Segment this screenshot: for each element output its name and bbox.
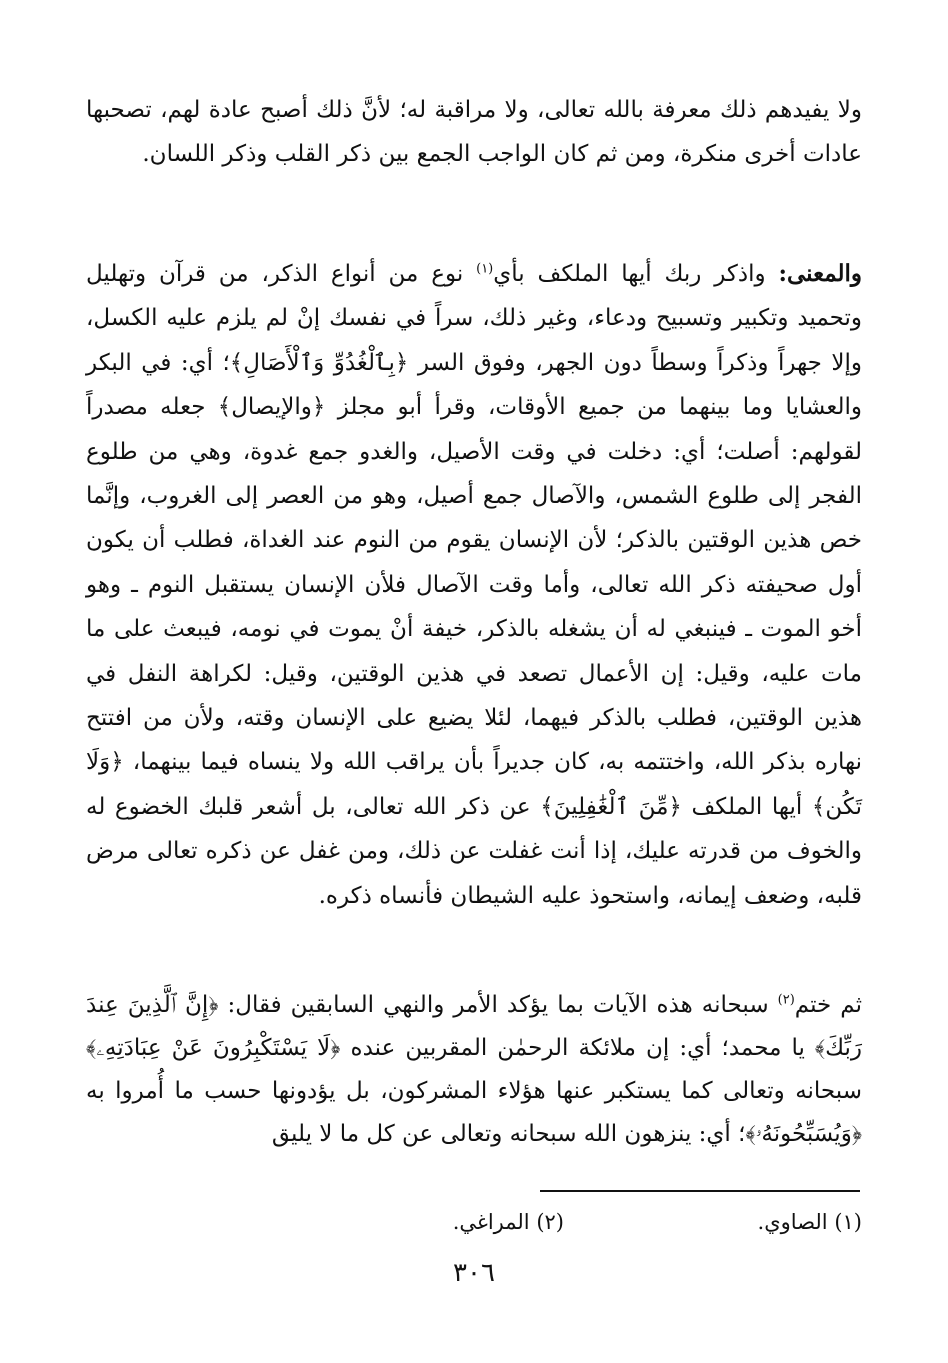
paragraph-text: سبحانه هذه الآيات بما يؤكد الأمر والنهي السابقين فقال: ﴿إِنَّ ٱلَّذِينَ عِندَ رَبِّكَ﴾ يا محمد؛ أي: إن ملائكة الرحمٰن المقربين عنده ﴿لَا يَسْتَكْبِرُونَ عَنْ عِبَادَتِهِۦ﴾ سبحانه وتعالى كما يستكبر عنها هؤلاء المشركون، بل يؤدونها حسب ما أُمروا به ﴿وَيُسَبِّحُونَهُۥ﴾؛ أي: ينزهون الله سبحانه وتعالى عن كل ما لا يليق: [86, 992, 862, 1147]
paragraph-text: نوع من أنواع الذكر، من قرآن وتهليل وتحميد وتكبير وتسبيح ودعاء، وغير ذلك، سراً في نفسك إنْ لم يلزم عليه الكسل، وإلا جهراً وذكراً وسطاً دون الجهر، وفوق السر ﴿بِٱلْغُدُوِّ وَٱلْأَصَالِ﴾؛ أي: في البكر والعشايا وما بينهما من جميع الأوقات، وقرأ أبو مجلز ﴿والإيصال﴾ جعله مصدراً لقولهم: أصلت؛ أي: دخلت في وقت الأصيل، والغدو جمع غدوة، وهي من طلوع الفجر إلى طلوع الشمس، والآصال جمع أصيل، وهو من العصر إلى الغروب، وإنَّما خص هذين الوقتين بالذكر؛ لأن الإنسان يقوم من النوم عند الغداة، فطلب أن يكون أول صحيفته ذكر الله تعالى، وأما وقت الآصال فلأن الإنسان يستقبل النوم ـ وهو أخو الموت ـ فينبغي له أن يشغله بالذكر، خيفة أنْ يموت في نومه، فيبعث على ما مات عليه، وقيل: إن الأعمال تصعد في هذين الوقتين، وقيل: لكراهة النفل في هذين الوقتين، فطلب بالذكر فيهما، لئلا يضيع على الإنسان وقته، ولأن من افتتح نهاره بذكر الله، واختتمه به، كان جديراً بأن يراقب الله ولا ينساه فيما بينهما، ﴿وَلَا تَكُن﴾ أيها الملكف ﴿مِّنَ ٱلْغَٰفِلِينَ﴾ عن ذكر الله تعالى، بل أشعر قلبك الخضوع له والخوف من قدرته عليك، إذا أنت غفلت عن ذلك، ومن غفل عن ذكره تعالى مرض قلبه، وضعف إيمانه، واستحوذ عليه الشيطان فأنساه ذكره.: [86, 261, 862, 909]
page-number: ٣٠٦: [453, 1258, 495, 1288]
paragraph: [86, 984, 862, 1156]
paragraph: [86, 252, 862, 918]
footnote-reference: (١): [476, 261, 494, 277]
footnote: (٢) المراغي.: [452, 1210, 564, 1234]
paragraph-text: واذكر ربك أيها الملكف بأي: [493, 261, 779, 287]
paragraph-lead-word: والمعنى:: [778, 260, 862, 287]
paragraph: ولا يفيدهم ذلك معرفة بالله تعالى، ولا مراقبة له؛ لأنَّ ذلك أصبح عادة لهم، تصحبها عادات أخرى منكرة، ومن ثم كان الواجب الجمع بين ذكر القلب وذكر اللسان.: [86, 97, 862, 167]
footnote-separator: [540, 1190, 860, 1192]
footnotes: [86, 1210, 862, 1240]
paragraph-text: ثم ختم: [794, 992, 862, 1018]
footnote: (١) الصاوي.: [757, 1210, 862, 1234]
footnote-reference: (٢): [777, 992, 795, 1008]
